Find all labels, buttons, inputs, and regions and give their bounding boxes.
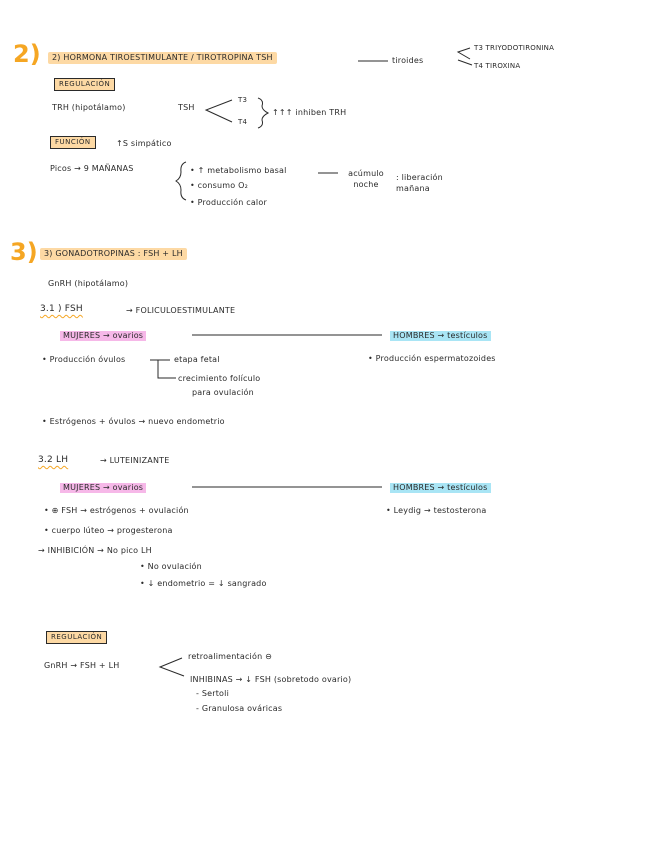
t3-label: T3 TRIYODOTIRONINA [474,44,555,52]
effect-2: • consumo O₂ [190,181,248,190]
crecimiento-foliculo: crecimiento folículo [178,374,261,383]
endometrio-sangrado: • ↓ endometrio = ↓ sangrado [140,579,267,588]
lh-item-2: • cuerpo lúteo → progesterona [44,526,173,535]
section-number-3: 3) [10,238,38,266]
gnrh-hipotalamo: GnRH (hipotálamo) [48,279,129,288]
retroalimentacion: retroalimentación ⊖ [188,652,272,661]
t4-label: T4 TIROXINA [474,62,521,70]
no-ovulacion: • No ovulación [140,562,202,571]
lh-hombres: HOMBRES → testículos [390,483,491,493]
acumulo-noche: acúmulo noche [348,169,384,190]
granulosa: - Granulosa ováricas [196,704,283,713]
funcion-box: FUNCIÓN [50,136,96,149]
fsh-description: → FOLICULOESTIMULANTE [126,306,236,315]
produccion-ovulos: • Producción óvulos [42,355,126,364]
liberacion-manana: : liberación mañana [396,173,443,194]
lh-heading: 3.2 LH [38,455,69,465]
inhibinas: INHIBINAS → ↓ FSH (sobretodo ovario) [190,675,352,684]
regulacion-box-2: REGULACIÓN [46,631,107,644]
fsh-mujeres: MUJERES → ovarios [60,331,146,341]
picos-label: Picos → 9 MAÑANAS [50,164,134,173]
lh-description: → LUTEINIZANTE [100,456,170,465]
section-2-title: 2) HORMONA TIROESTIMULANTE / TIROTROPINA TSH [48,52,277,64]
etapa-fetal: etapa fetal [174,355,220,364]
gnrh-formula: GnRH → FSH + LH [44,661,120,670]
effect-3: • Producción calor [190,198,267,207]
estrogenos-endometrio: • Estrógenos + óvulos → nuevo endometrio [42,417,225,426]
inhiben-trh: ↑↑↑ inhiben TRH [272,108,347,117]
para-ovulacion: para ovulación [192,388,254,397]
fsh-hombres: HOMBRES → testículos [390,331,491,341]
t4-short: T4 [238,118,248,126]
leydig-testosterona: • Leydig → testosterona [386,506,487,515]
tiroides-label: tiroides [392,56,424,65]
tsh-label: TSH [178,103,195,112]
trh-label: TRH (hipotálamo) [52,103,126,112]
fsh-heading: 3.1 ) FSH [40,304,83,314]
funcion-note: ↑S simpático [116,139,172,148]
regulacion-box: REGULACIÓN [54,78,115,91]
sertoli: - Sertoli [196,689,229,698]
section-number-2: 2) [13,40,41,68]
t3-short: T3 [238,96,248,104]
lh-mujeres: MUJERES → ovarios [60,483,146,493]
effect-1: • ↑ metabolismo basal [190,166,287,175]
inhibicion-line: → INHIBICIÓN → No pico LH [38,546,152,555]
lh-item-1: • ⊕ FSH → estrógenos + ovulación [44,506,189,515]
section-3-title: 3) GONADOTROPINAS : FSH + LH [40,248,187,260]
produccion-espermatozoides: • Producción espermatozoides [368,354,496,363]
